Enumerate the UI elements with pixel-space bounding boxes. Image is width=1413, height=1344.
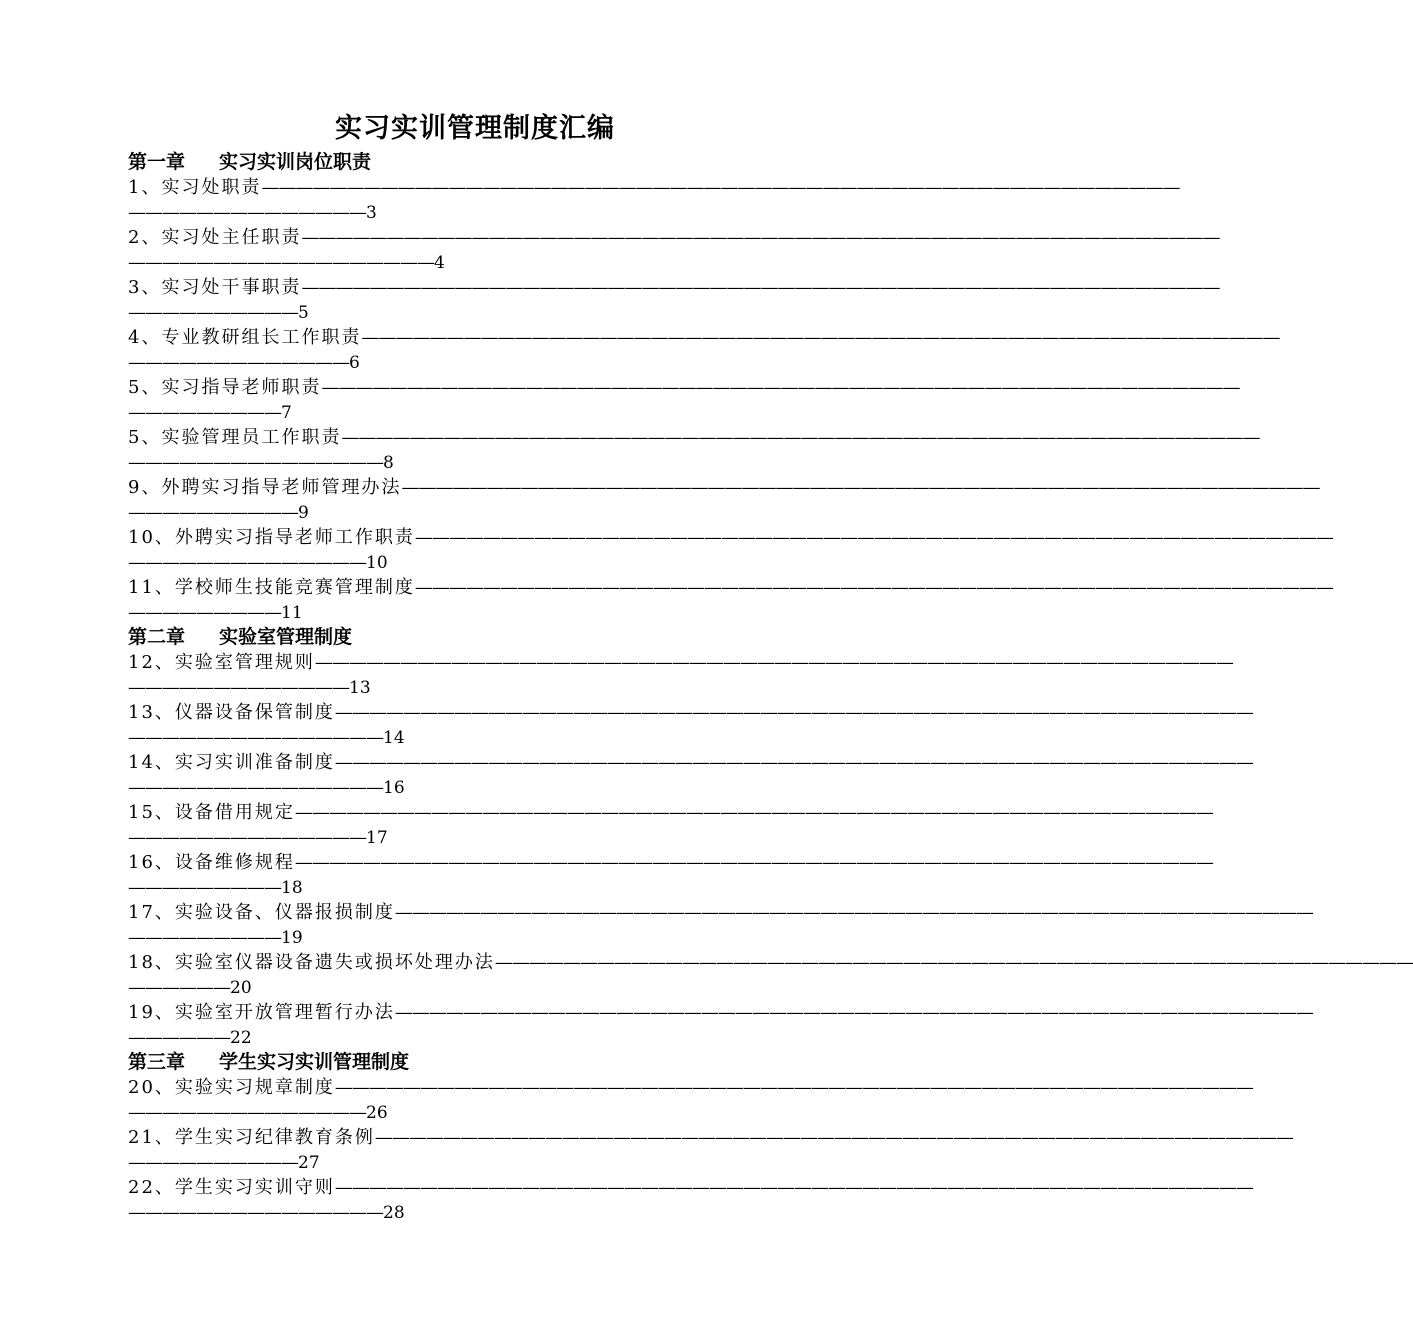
toc-entry-title: 18、实验室仪器设备遗失或损坏处理办法 xyxy=(128,952,495,973)
dot-leader: ——————————————— xyxy=(128,777,383,798)
dot-leader: —————————————————————————————————————————————————————— xyxy=(294,802,1213,823)
toc-entry-title: 9、外聘实习指导老师管理办法 xyxy=(128,477,402,498)
dot-leader: —————————— xyxy=(128,1152,298,1173)
dot-leader: —————————————————————————————————————————————————————— xyxy=(334,1177,1253,1198)
dot-leader: ————————— xyxy=(128,602,281,623)
dot-leader: ————————————— xyxy=(128,352,349,373)
toc-entry-title: 21、学生实习纪律教育条例 xyxy=(128,1127,375,1148)
toc-entry[interactable] xyxy=(128,1125,1293,1175)
dot-leader: —————————— xyxy=(128,302,298,323)
toc-entry-title: 3、实习处干事职责 xyxy=(128,277,302,298)
dot-leader: —————————————————————————————————————————————————————— xyxy=(334,1077,1253,1098)
toc-entry[interactable] xyxy=(128,325,1280,375)
toc-entry-title: 2、实习处主任职责 xyxy=(128,227,302,248)
toc-entry-title: 20、实验实习规章制度 xyxy=(128,1077,335,1098)
toc-entry[interactable] xyxy=(128,650,1233,700)
toc-entry-title: 16、设备维修规程 xyxy=(128,852,295,873)
toc-entry[interactable] xyxy=(128,950,1413,1000)
toc-entry[interactable] xyxy=(128,1175,1253,1225)
dot-leader: —————————————— xyxy=(128,1102,366,1123)
toc-entry-title: 10、外聘实习指导老师工作职责 xyxy=(128,527,415,548)
toc-entry[interactable] xyxy=(128,275,1220,325)
toc-entry[interactable] xyxy=(128,900,1313,950)
toc-entry[interactable] xyxy=(128,175,1180,225)
toc-entry[interactable] xyxy=(128,700,1253,750)
dot-leader: —————————————————————————————————————————————————————— xyxy=(394,1002,1313,1023)
dot-leader: —————————————————————————————————————————————————————— xyxy=(341,427,1260,448)
toc-entry-title: 1、实习处职责 xyxy=(128,177,262,198)
toc-page-number: 17 xyxy=(366,828,388,848)
toc-entry-title: 17、实验设备、仪器报损制度 xyxy=(128,902,395,923)
dot-leader: —————————————— xyxy=(128,552,366,573)
toc-page-number: 7 xyxy=(281,403,292,423)
document-title: 实习实训管理制度汇编 xyxy=(335,113,615,144)
chapter-heading xyxy=(128,1050,850,1075)
chapter-number: 第一章 xyxy=(128,151,186,173)
toc-entry[interactable] xyxy=(128,1000,1313,1050)
dot-leader: —————————— xyxy=(128,502,298,523)
toc-page-number: 6 xyxy=(349,353,360,373)
toc-entry[interactable] xyxy=(128,800,1213,850)
toc-entry-title: 14、实习实训准备制度 xyxy=(128,752,335,773)
toc-entry[interactable] xyxy=(128,850,1213,900)
dot-leader: —————————————————————————————————————————————————————— xyxy=(361,327,1280,348)
dot-leader: —————————————————————————————————————————————————————— xyxy=(301,227,1220,248)
toc-entry-title: 5、实习指导老师职责 xyxy=(128,377,322,398)
chapter-number: 第二章 xyxy=(128,626,186,648)
toc-entry[interactable] xyxy=(128,525,1333,575)
dot-leader: ——————————————— xyxy=(128,452,383,473)
toc-page-number: 13 xyxy=(349,678,371,698)
toc-entry[interactable] xyxy=(128,575,1333,625)
toc-entry[interactable] xyxy=(128,225,1220,275)
dot-leader: ————————— xyxy=(128,927,281,948)
dot-leader: —————————————————————————————————————————————————————— xyxy=(394,902,1313,923)
dot-leader: —————————————————————————————————————————————————————— xyxy=(334,702,1253,723)
toc-entry-title: 15、设备借用规定 xyxy=(128,802,295,823)
toc-page-number: 26 xyxy=(366,1103,388,1123)
dot-leader: ————————— xyxy=(128,877,281,898)
dot-leader: —————————————— xyxy=(128,827,366,848)
toc-entry[interactable] xyxy=(128,425,1260,475)
dot-leader: —————— xyxy=(128,1027,230,1048)
toc-entry-title: 4、专业教研组长工作职责 xyxy=(128,327,362,348)
dot-leader: —————————————— xyxy=(128,202,366,223)
chapter-title: 实习实训岗位职责 xyxy=(219,151,372,173)
chapter-heading xyxy=(128,625,850,650)
toc-page-number: 4 xyxy=(434,253,445,273)
table-of-contents xyxy=(128,150,1413,1225)
dot-leader: —————————————————————————————————————————————————————— xyxy=(261,177,1180,198)
toc-page-number: 9 xyxy=(298,503,309,523)
toc-entry-title: 11、学校师生技能竞赛管理制度 xyxy=(128,577,415,598)
dot-leader: —————— xyxy=(128,977,230,998)
toc-page-number: 19 xyxy=(281,928,303,948)
toc-entry[interactable] xyxy=(128,750,1253,800)
dot-leader: —————————————————————————————————————————————————————— xyxy=(414,527,1333,548)
dot-leader: ————————— xyxy=(128,402,281,423)
dot-leader: —————————————————————————————————————————————————————— xyxy=(314,652,1233,673)
toc-page-number: 11 xyxy=(281,603,303,623)
toc-entry-title: 22、学生实习实训守则 xyxy=(128,1177,335,1198)
toc-page-number: 14 xyxy=(383,728,405,748)
toc-entry-title: 13、仪器设备保管制度 xyxy=(128,702,335,723)
toc-page-number: 20 xyxy=(230,978,252,998)
dot-leader: —————————————————————————————————————————————————————— xyxy=(494,952,1413,973)
toc-page-number: 22 xyxy=(230,1028,252,1048)
chapter-heading xyxy=(128,150,850,175)
toc-page-number: 27 xyxy=(298,1153,320,1173)
dot-leader: ——————————————— xyxy=(128,727,383,748)
toc-entry[interactable] xyxy=(128,475,1320,525)
chapter-title: 实验室管理制度 xyxy=(219,626,353,648)
toc-entry[interactable] xyxy=(128,1075,1253,1125)
toc-entry-title: 19、实验室开放管理暂行办法 xyxy=(128,1002,395,1023)
dot-leader: —————————————————————————————————————————————————————— xyxy=(414,577,1333,598)
dot-leader: —————————————————————————————————————————————————————— xyxy=(374,1127,1293,1148)
dot-leader: ——————————————— xyxy=(128,1202,383,1223)
dot-leader: —————————————————————————————————————————————————————— xyxy=(321,377,1240,398)
toc-page-number: 10 xyxy=(366,553,388,573)
toc-entry[interactable] xyxy=(128,375,1240,425)
dot-leader: —————————————————————————————————————————————————————— xyxy=(401,477,1320,498)
dot-leader: —————————————————————————————————————————————————————— xyxy=(301,277,1220,298)
toc-page-number: 5 xyxy=(298,303,309,323)
toc-page-number: 28 xyxy=(383,1203,405,1223)
toc-page-number: 16 xyxy=(383,778,405,798)
chapter-number: 第三章 xyxy=(128,1051,186,1073)
dot-leader: —————————————————————————————————————————————————————— xyxy=(334,752,1253,773)
toc-page-number: 3 xyxy=(366,203,377,223)
chapter-title: 学生实习实训管理制度 xyxy=(219,1051,410,1073)
toc-page-number: 18 xyxy=(281,878,303,898)
dot-leader: —————————————————————————————————————————————————————— xyxy=(294,852,1213,873)
toc-entry-title: 5、实验管理员工作职责 xyxy=(128,427,342,448)
toc-page-number: 8 xyxy=(383,453,394,473)
toc-entry-title: 12、实验室管理规则 xyxy=(128,652,315,673)
dot-leader: —————————————————— xyxy=(128,252,434,273)
dot-leader: ————————————— xyxy=(128,677,349,698)
